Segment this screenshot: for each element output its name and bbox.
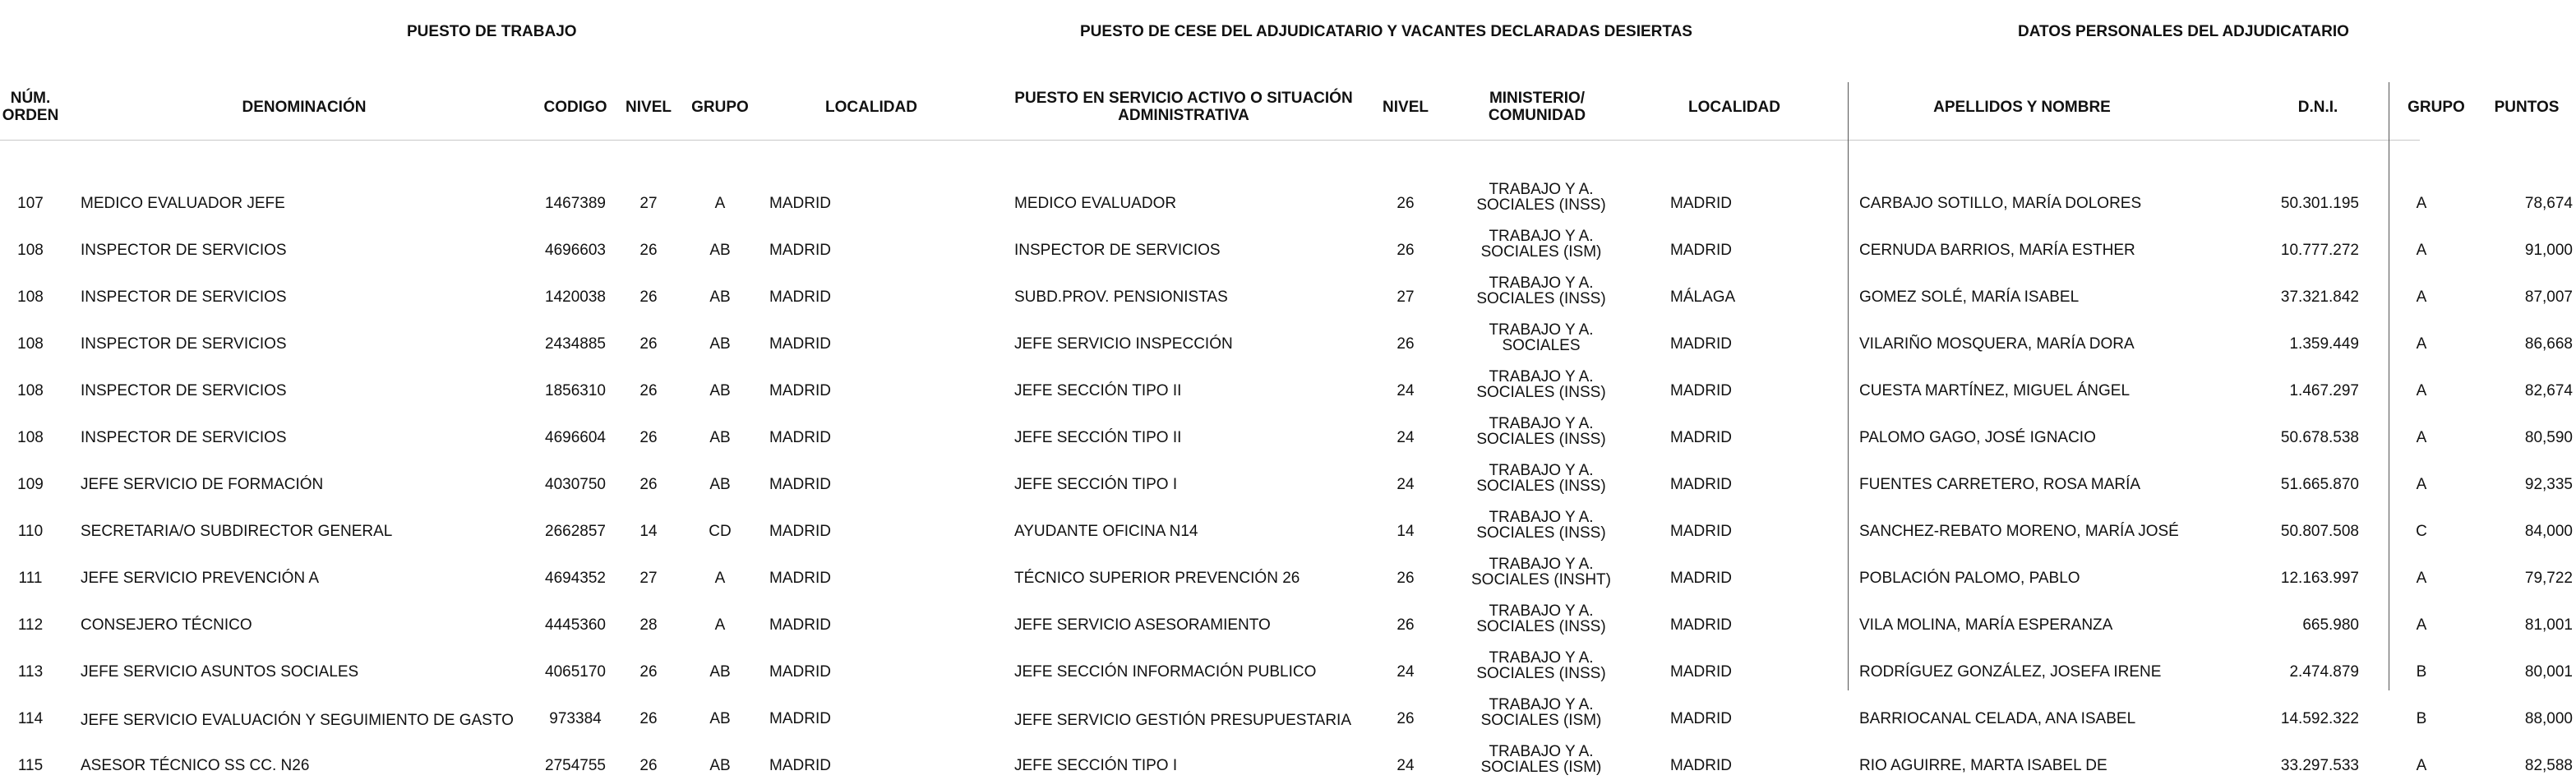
cell-nivel: 26 — [639, 288, 658, 306]
table-row — [0, 218, 2573, 265]
header-puntos: PUNTOS — [2494, 98, 2560, 116]
cell-localidad-cese: MADRID — [1670, 757, 1732, 774]
cell-localidad: MADRID — [769, 242, 831, 259]
cell-dni: 665.980 — [2302, 616, 2359, 634]
table-row — [0, 265, 2573, 312]
header-ministerio: MINISTERIO/ COMUNIDAD — [1488, 90, 1586, 124]
cell-localidad-cese: MADRID — [1670, 382, 1732, 399]
cell-grupo: AB — [709, 288, 731, 306]
cell-grupo-adj: A — [2416, 335, 2427, 353]
header-localidad: LOCALIDAD — [825, 98, 917, 116]
cell-localidad-cese: MADRID — [1670, 523, 1732, 540]
header-grupo-adj: GRUPO — [2407, 98, 2465, 116]
cell-denominacion: SECRETARIA/O SUBDIRECTOR GENERAL — [81, 523, 393, 540]
cell-grupo-adj: B — [2416, 663, 2427, 681]
cell-localidad-cese: MADRID — [1670, 429, 1732, 446]
cell-puntos: 80,001 — [2524, 663, 2573, 681]
adjudication-table — [0, 171, 2573, 780]
cell-grupo: AB — [709, 335, 731, 353]
cell-orden: 111 — [18, 570, 43, 587]
cell-orden: 109 — [17, 476, 44, 493]
cell-nivel-cese: 24 — [1396, 429, 1415, 446]
cell-localidad: MADRID — [769, 663, 831, 681]
cell-puesto: TÉCNICO SUPERIOR PREVENCIÓN 26 — [1014, 570, 1300, 587]
cell-nombre: GOMEZ SOLÉ, MARÍA ISABEL — [1859, 288, 2080, 306]
cell-nivel: 26 — [639, 476, 658, 493]
cell-nivel: 14 — [639, 523, 658, 540]
cell-dni: 1.467.297 — [2289, 382, 2359, 399]
cell-nombre: POBLACIÓN PALOMO, PABLO — [1859, 570, 2080, 587]
cell-denominacion: INSPECTOR DE SERVICIOS — [81, 382, 287, 399]
cell-puesto: JEFE SECCIÓN INFORMACIÓN PUBLICO — [1014, 663, 1317, 681]
cell-denominacion: CONSEJERO TÉCNICO — [81, 616, 252, 634]
table-row — [0, 593, 2573, 639]
cell-nombre: VILARIÑO MOSQUERA, MARÍA DORA — [1859, 335, 2135, 353]
cell-ministerio: TRABAJO Y A. SOCIALES (INSS) — [1476, 181, 1606, 214]
cell-dni: 33.297.533 — [2280, 757, 2359, 774]
table-row — [0, 499, 2573, 546]
cell-nombre: CUESTA MARTÍNEZ, MIGUEL ÁNGEL — [1859, 382, 2131, 399]
cell-localidad: MADRID — [769, 335, 831, 353]
header-localidad-cese: LOCALIDAD — [1688, 98, 1780, 116]
cell-orden: 112 — [17, 616, 44, 634]
cell-nombre: FUENTES CARRETERO, ROSA MARÍA — [1859, 476, 2141, 493]
cell-nivel-cese: 24 — [1396, 476, 1415, 493]
cell-nombre: CERNUDA BARRIOS, MARÍA ESTHER — [1859, 242, 2135, 259]
cell-ministerio: TRABAJO Y A. SOCIALES (ISM) — [1480, 696, 1602, 729]
cell-denominacion: JEFE SERVICIO PREVENCIÓN A — [81, 570, 320, 587]
cell-localidad: MADRID — [769, 429, 831, 446]
cell-nivel-cese: 24 — [1396, 382, 1415, 399]
cell-puesto: MEDICO EVALUADOR — [1014, 195, 1177, 212]
cell-nivel: 27 — [639, 195, 658, 212]
cell-dni: 51.665.870 — [2280, 476, 2359, 493]
table-row — [0, 405, 2573, 452]
cell-nivel: 28 — [639, 616, 658, 634]
cell-puesto: SUBD.PROV. PENSIONISTAS — [1014, 288, 1228, 306]
cell-localidad: MADRID — [769, 195, 831, 212]
cell-grupo: A — [714, 570, 726, 587]
cell-codigo: 2662857 — [545, 523, 606, 540]
cell-dni: 50.807.508 — [2280, 523, 2359, 540]
cell-grupo-adj: A — [2416, 476, 2427, 493]
cell-orden: 113 — [17, 663, 44, 681]
cell-grupo-adj: C — [2416, 523, 2427, 540]
cell-orden: 107 — [17, 195, 44, 212]
cell-grupo-adj: A — [2416, 288, 2427, 306]
cell-ministerio: TRABAJO Y A. SOCIALES — [1489, 321, 1594, 354]
cell-codigo: 4694352 — [545, 570, 606, 587]
cell-nivel-cese: 24 — [1396, 663, 1415, 681]
cell-nombre: RODRÍGUEZ GONZÁLEZ, JOSEFA IRENE — [1859, 663, 2162, 681]
cell-codigo: 1467389 — [545, 195, 606, 212]
cell-dni: 2.474.879 — [2289, 663, 2359, 681]
cell-puesto: JEFE SECCIÓN TIPO II — [1014, 382, 1182, 399]
cell-codigo: 4445360 — [545, 616, 606, 634]
cell-dni: 14.592.322 — [2280, 710, 2359, 727]
cell-puntos: 80,590 — [2524, 429, 2573, 446]
cell-puntos: 91,000 — [2524, 242, 2573, 259]
cell-grupo-adj: A — [2416, 570, 2427, 587]
header-dni: D.N.I. — [2297, 98, 2338, 116]
cell-localidad: MADRID — [769, 476, 831, 493]
cell-denominacion: INSPECTOR DE SERVICIOS — [81, 288, 287, 306]
header-codigo: CODIGO — [543, 98, 607, 116]
cell-grupo: A — [714, 616, 726, 634]
table-row — [0, 358, 2573, 405]
cell-dni: 10.777.272 — [2280, 242, 2359, 259]
cell-puntos: 82,674 — [2524, 382, 2573, 399]
cell-ministerio: TRABAJO Y A. SOCIALES (INSS) — [1476, 602, 1606, 635]
header-divider — [0, 140, 2420, 141]
cell-puntos: 79,722 — [2524, 570, 2573, 587]
cell-nivel-cese: 26 — [1396, 335, 1415, 353]
cell-nivel: 26 — [639, 382, 658, 399]
cell-nombre: BARRIOCANAL CELADA, ANA ISABEL — [1859, 710, 2136, 727]
cell-codigo: 1856310 — [545, 382, 606, 399]
cell-localidad-cese: MÁLAGA — [1670, 288, 1736, 306]
cell-nivel-cese: 26 — [1396, 710, 1415, 727]
cell-puntos: 88,000 — [2524, 710, 2573, 727]
cell-grupo: AB — [709, 242, 731, 259]
cell-ministerio: TRABAJO Y A. SOCIALES (INSS) — [1476, 462, 1606, 495]
cell-localidad: MADRID — [769, 382, 831, 399]
cell-grupo: AB — [709, 663, 731, 681]
cell-orden: 115 — [17, 757, 44, 774]
cell-localidad-cese: MADRID — [1670, 476, 1732, 493]
cell-nivel: 26 — [639, 335, 658, 353]
cell-localidad: MADRID — [769, 616, 831, 634]
cell-puntos: 87,007 — [2524, 288, 2573, 306]
cell-denominacion: INSPECTOR DE SERVICIOS — [81, 242, 287, 259]
cell-grupo-adj: A — [2416, 429, 2427, 446]
table-row — [0, 546, 2573, 593]
cell-denominacion: INSPECTOR DE SERVICIOS — [81, 335, 287, 353]
table-row — [0, 452, 2573, 499]
cell-grupo-adj: A — [2416, 195, 2427, 212]
cell-grupo: AB — [709, 710, 731, 727]
cell-codigo: 4065170 — [545, 663, 606, 681]
header-puesto-servicio: PUESTO EN SERVICIO ACTIVO O SITUACIÓN ADMINISTRATIVA — [1014, 90, 1353, 124]
cell-nombre: CARBAJO SOTILLO, MARÍA DOLORES — [1859, 195, 2142, 212]
cell-codigo: 4696604 — [545, 429, 606, 446]
cell-nombre: RIO AGUIRRE, MARTA ISABEL DE — [1859, 757, 2107, 774]
cell-localidad-cese: MADRID — [1670, 663, 1732, 681]
cell-codigo: 4696603 — [545, 242, 606, 259]
table-row — [0, 312, 2573, 358]
cell-puesto: JEFE SECCIÓN TIPO I — [1014, 476, 1178, 493]
section-puesto-cese: PUESTO DE CESE DEL ADJUDICATARIO Y VACANTES DECLARADAS DESIERTAS — [1080, 23, 1692, 40]
table-row — [0, 686, 2573, 733]
cell-localidad-cese: MADRID — [1670, 570, 1732, 587]
cell-codigo: 4030750 — [545, 476, 606, 493]
cell-puesto: INSPECTOR DE SERVICIOS — [1014, 242, 1221, 259]
cell-orden: 114 — [17, 710, 44, 727]
cell-dni: 50.678.538 — [2280, 429, 2359, 446]
cell-denominacion: INSPECTOR DE SERVICIOS — [81, 429, 287, 446]
header-denominacion: DENOMINACIÓN — [242, 98, 367, 116]
cell-puntos: 81,001 — [2524, 616, 2573, 634]
cell-nivel-cese: 24 — [1396, 757, 1415, 774]
cell-grupo-adj: A — [2416, 757, 2427, 774]
cell-puesto: AYUDANTE OFICINA N14 — [1014, 523, 1198, 540]
cell-orden: 108 — [17, 288, 44, 306]
cell-ministerio: TRABAJO Y A. SOCIALES (ISM) — [1480, 228, 1602, 261]
header-apellidos: APELLIDOS Y NOMBRE — [1933, 98, 2111, 116]
cell-nivel-cese: 27 — [1396, 288, 1415, 306]
cell-localidad-cese: MADRID — [1670, 616, 1732, 634]
table-row — [0, 733, 2573, 780]
cell-denominacion: JEFE SERVICIO DE FORMACIÓN — [81, 476, 324, 493]
cell-ministerio: TRABAJO Y A. SOCIALES (INSS) — [1476, 415, 1606, 448]
cell-dni: 1.359.449 — [2289, 335, 2359, 353]
cell-denominacion: MEDICO EVALUADOR JEFE — [81, 195, 285, 212]
cell-localidad: MADRID — [769, 570, 831, 587]
cell-nombre: SANCHEZ-REBATO MORENO, MARÍA JOSÉ — [1859, 523, 2179, 540]
cell-puntos: 86,668 — [2524, 335, 2573, 353]
cell-grupo: CD — [709, 523, 732, 540]
cell-puesto: JEFE SECCIÓN TIPO I — [1014, 757, 1178, 774]
cell-denominacion: ASESOR TÉCNICO SS CC. N26 — [81, 757, 310, 774]
cell-nivel-cese: 26 — [1396, 616, 1415, 634]
cell-nivel: 26 — [639, 663, 658, 681]
cell-codigo: 2434885 — [545, 335, 606, 353]
cell-dni: 37.321.842 — [2280, 288, 2359, 306]
cell-puntos: 92,335 — [2524, 476, 2573, 493]
cell-ministerio: TRABAJO Y A. SOCIALES (INSHT) — [1471, 556, 1611, 588]
cell-grupo: AB — [709, 476, 731, 493]
cell-grupo-adj: A — [2416, 382, 2427, 399]
cell-codigo: 1420038 — [545, 288, 606, 306]
table-row — [0, 171, 2573, 218]
cell-denominacion: JEFE SERVICIO ASUNTOS SOCIALES — [81, 663, 359, 681]
cell-grupo-adj: A — [2416, 242, 2427, 259]
header-orden: NÚM. ORDEN — [2, 90, 59, 124]
cell-puesto: JEFE SERVICIO GESTIÓN PRESUPUESTARIA — [1014, 712, 1351, 729]
section-puesto-trabajo: PUESTO DE TRABAJO — [407, 23, 577, 40]
cell-orden: 108 — [17, 335, 44, 353]
cell-nivel-cese: 26 — [1396, 570, 1415, 587]
cell-puesto: JEFE SERVICIO ASESORAMIENTO — [1014, 616, 1271, 634]
cell-localidad-cese: MADRID — [1670, 242, 1732, 259]
cell-localidad: MADRID — [769, 710, 831, 727]
cell-nombre: VILA MOLINA, MARÍA ESPERANZA — [1859, 616, 2113, 634]
cell-ministerio: TRABAJO Y A. SOCIALES (ISM) — [1480, 743, 1602, 776]
cell-ministerio: TRABAJO Y A. SOCIALES (INSS) — [1476, 275, 1606, 307]
cell-nivel: 26 — [639, 757, 658, 774]
cell-orden: 108 — [17, 382, 44, 399]
cell-puesto: JEFE SECCIÓN TIPO II — [1014, 429, 1182, 446]
cell-denominacion: JEFE SERVICIO EVALUACIÓN Y SEGUIMIENTO DE GASTO — [81, 712, 514, 729]
table-row — [0, 639, 2573, 686]
cell-orden: 108 — [17, 242, 44, 259]
cell-grupo-adj: A — [2416, 616, 2427, 634]
cell-nivel-cese: 26 — [1396, 242, 1415, 259]
cell-localidad-cese: MADRID — [1670, 710, 1732, 727]
header-nivel: NIVEL — [626, 98, 672, 116]
cell-localidad-cese: MADRID — [1670, 335, 1732, 353]
cell-grupo: AB — [709, 757, 731, 774]
cell-nivel: 27 — [639, 570, 658, 587]
cell-puntos: 84,000 — [2524, 523, 2573, 540]
cell-dni: 12.163.997 — [2280, 570, 2359, 587]
cell-grupo-adj: B — [2416, 710, 2427, 727]
cell-dni: 50.301.195 — [2280, 195, 2359, 212]
cell-codigo: 973384 — [549, 710, 602, 727]
cell-orden: 110 — [17, 523, 44, 540]
cell-puntos: 82,588 — [2524, 757, 2573, 774]
cell-localidad-cese: MADRID — [1670, 195, 1732, 212]
cell-ministerio: TRABAJO Y A. SOCIALES (INSS) — [1476, 509, 1606, 542]
cell-codigo: 2754755 — [545, 757, 606, 774]
cell-localidad: MADRID — [769, 757, 831, 774]
header-grupo: GRUPO — [691, 98, 749, 116]
cell-puesto: JEFE SERVICIO INSPECCIÓN — [1014, 335, 1233, 353]
cell-ministerio: TRABAJO Y A. SOCIALES (INSS) — [1476, 649, 1606, 682]
cell-grupo: A — [714, 195, 726, 212]
section-datos-personales: DATOS PERSONALES DEL ADJUDICATARIO — [2018, 23, 2349, 40]
cell-localidad: MADRID — [769, 523, 831, 540]
cell-grupo: AB — [709, 429, 731, 446]
cell-nombre: PALOMO GAGO, JOSÉ IGNACIO — [1859, 429, 2096, 446]
cell-nivel: 26 — [639, 710, 658, 727]
cell-localidad: MADRID — [769, 288, 831, 306]
cell-nivel-cese: 26 — [1396, 195, 1415, 212]
cell-puntos: 78,674 — [2524, 195, 2573, 212]
cell-nivel: 26 — [639, 429, 658, 446]
cell-grupo: AB — [709, 382, 731, 399]
cell-nivel-cese: 14 — [1396, 523, 1415, 540]
cell-orden: 108 — [17, 429, 44, 446]
cell-ministerio: TRABAJO Y A. SOCIALES (INSS) — [1476, 368, 1606, 401]
cell-nivel: 26 — [639, 242, 658, 259]
header-nivel-cese: NIVEL — [1383, 98, 1429, 116]
